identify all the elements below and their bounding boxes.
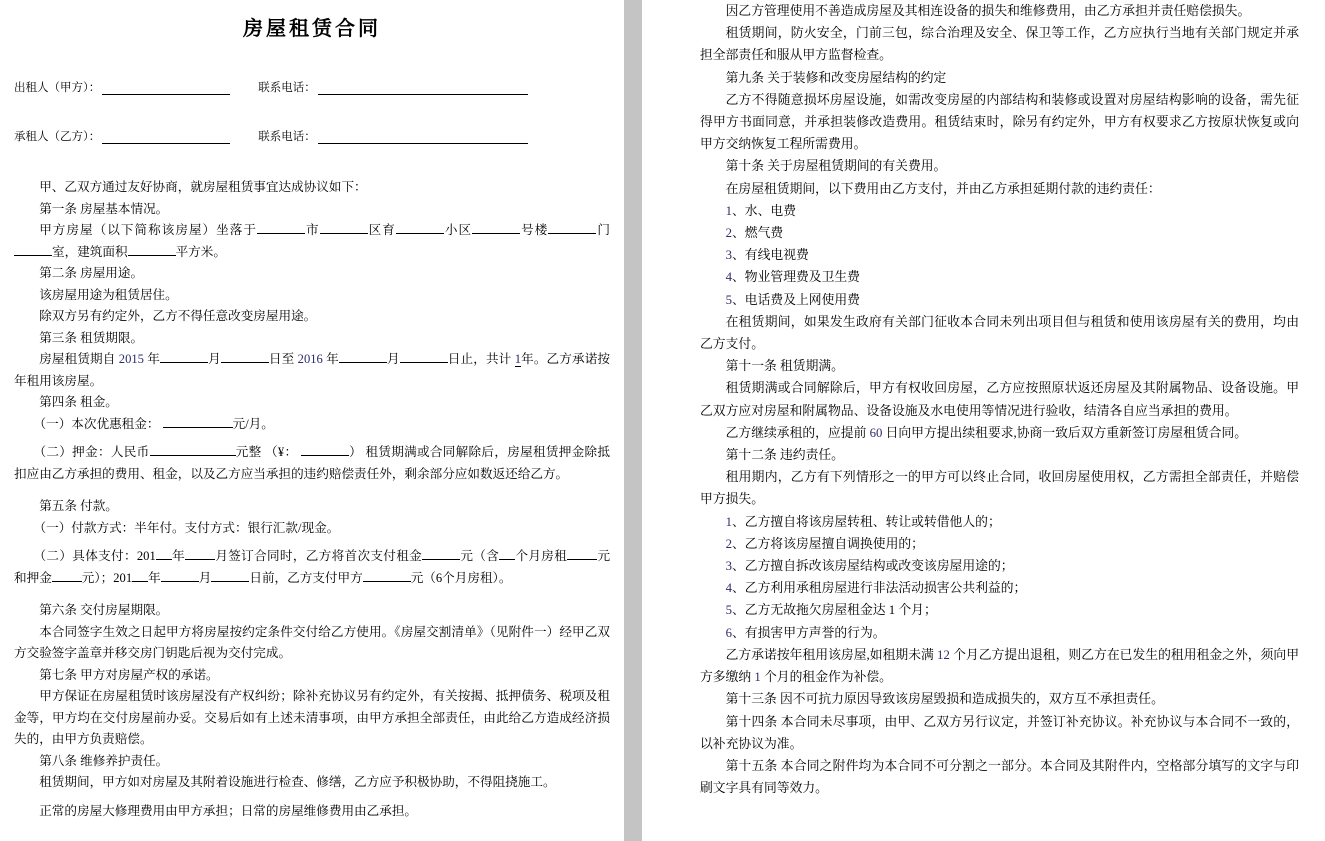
article-11-title: 第十一条 租赁期满。 <box>725 359 844 374</box>
list-text: 、有线电视费 <box>732 248 809 263</box>
lessee-phone-field[interactable] <box>318 132 528 144</box>
article-14: 第十四条 本合同未尽事项，由甲、乙双方另行议定，并签订补充协议。补充协议与本合同不一致的，以补充协议为准。 <box>700 714 1299 751</box>
article-3-title: 第三条 租赁期限。 <box>39 330 144 345</box>
a12-seg-b: 个月乙方提出退租，则乙方在已发生的租用租金之外，须向甲方多缴纳 <box>700 647 1300 685</box>
deposit-amount-field[interactable] <box>301 443 349 456</box>
list-item <box>700 555 1299 577</box>
a5i2-seg-a: （二）具体支付：201 <box>33 549 156 563</box>
first-rent-field[interactable] <box>422 547 460 560</box>
end-month-field[interactable] <box>339 350 387 363</box>
a5i2-seg-j: 日前，乙方支付甲方 <box>249 570 363 585</box>
spacer <box>14 485 610 496</box>
a3-seg-c: 月 <box>207 352 221 366</box>
a5i2-seg-k: 元（6个月房租）。 <box>410 570 512 585</box>
list-text: 、乙方利用承租房屋进行非法活动损害公共利益的； <box>732 581 1027 596</box>
a4i1-seg-a: （一）本次优惠租金： <box>33 416 160 431</box>
a4i2-seg-b: 元整 （¥： <box>235 445 298 459</box>
a5i2-seg-i: 月 <box>198 570 212 585</box>
start-year: 2015 <box>118 352 144 366</box>
list-text: 、乙方将该房屋擅自调换使用的； <box>732 536 924 551</box>
lessee-row <box>14 128 610 144</box>
a1-seg-b: 市 <box>305 223 320 237</box>
a5i2-seg-g: 元）；201 <box>81 570 133 585</box>
article-7-body: 甲方保证在房屋租赁时该房屋没有产权纠纷；除补充协议另有约定外，有关按揭、抵押债务、税项及租金等，甲方均在交付房屋前办妥。交易后如有上述未清事项，由甲方承担全部责任，由此给乙方造成经济损失的，由甲方负责赔偿。 <box>14 689 610 746</box>
lessor-row <box>14 79 610 95</box>
list-number: 1 <box>725 203 732 218</box>
list-item <box>700 511 1299 533</box>
sign-year-field[interactable] <box>156 547 172 560</box>
pay-day-field[interactable] <box>211 569 249 582</box>
a11-seg-a: 乙方继续承租的，应提前 <box>725 425 867 440</box>
list-item <box>700 599 1299 621</box>
article-4-item-1 <box>14 414 610 436</box>
list-number: 5 <box>725 603 732 618</box>
start-month-field[interactable] <box>160 350 208 363</box>
lessor-phone-field[interactable] <box>318 83 528 95</box>
city-field[interactable] <box>257 221 305 234</box>
discount-rent-field[interactable] <box>163 415 233 428</box>
pay-year-field[interactable] <box>132 569 148 582</box>
article-8-p1: 租赁期间，甲方如对房屋及其附着设施进行检查、修缮，乙方应予积极协助，不得阻挠施工。 <box>39 775 556 789</box>
list-item <box>700 222 1299 244</box>
article-6-title: 第六条 交付房屋期限。 <box>39 603 169 617</box>
a5i2-seg-h: 年 <box>148 570 161 585</box>
list-item <box>700 266 1299 288</box>
lessee-label: 承租人（乙方）： <box>14 131 101 143</box>
spacer <box>14 589 610 600</box>
list-text: 、乙方无故拖欠房屋租金达 1 个月； <box>732 603 937 618</box>
list-number: 1 <box>725 514 732 529</box>
list-item <box>700 200 1299 222</box>
article-12-title: 第十二条 违约责任。 <box>725 448 844 463</box>
a3-seg-g: 日止，共计 <box>447 352 512 366</box>
renewal-notice-days: 60 <box>869 425 883 440</box>
article-2-title: 第二条 房屋用途。 <box>39 266 144 280</box>
a11-seg-b: 日向甲方提出续租要求,协商一致后双方重新签订房屋租赁合同。 <box>885 425 1248 440</box>
a12-seg-c: 个月的租金作为补偿。 <box>764 670 892 685</box>
page-right <box>642 0 1325 841</box>
article-9-body: 乙方不得随意损坏房屋设施，如需改变房屋的内部结构和装修或设置对房屋结构影响的设备，需先征得甲方书面同意，并承担装修改造费用。租赁结束时，除另有约定外，甲方有权要求乙方按原状恢复或向甲方交纳恢复工程所需费用。 <box>700 92 1299 152</box>
deposit-words-field[interactable] <box>150 443 236 456</box>
a1-seg-g: 室，建筑面积 <box>52 244 128 259</box>
article-8-p2: 正常的房屋大修理费用由甲方承担；日常的房屋维修费用由乙承担。 <box>39 803 417 818</box>
article-4-item-2 <box>14 442 610 485</box>
article-13: 第十三条 因不可抗力原因导致该房屋毁损和造成损失的，双方互不承担责任。 <box>725 692 1164 707</box>
list-number: 6 <box>725 625 732 640</box>
pay-amount-field[interactable] <box>363 569 411 582</box>
a4i2-seg-c: ） 租赁期满或合同解除后，房屋租赁押金除抵扣应由乙方承担的费用、租金，以及乙方应当承担的违约赔偿责任外，剩余部分应如数返还给乙方。 <box>14 445 610 481</box>
list-text: 、物业管理费及卫生费 <box>732 270 860 285</box>
party-header-block <box>14 79 610 144</box>
a3-seg-e: 年 <box>326 352 339 366</box>
list-number: 2 <box>725 536 732 551</box>
list-item <box>700 244 1299 266</box>
page-left <box>0 0 624 841</box>
article-15: 第十五条 本合同之附件均为本合同不可分割之一部分。本合同及其附件内，空格部分填写的文字与印刷文字具有同等效力。 <box>700 758 1299 796</box>
a1-seg-h: 平方米。 <box>175 244 226 259</box>
a4i1-seg-b: 元/月。 <box>232 416 274 431</box>
spacer <box>14 794 610 801</box>
a1-seg-c: 区育 <box>367 223 396 237</box>
unit-field[interactable] <box>548 221 596 234</box>
lessor-name-field[interactable] <box>102 83 230 95</box>
a1-seg-e: 号楼 <box>520 223 549 237</box>
a5i2-seg-f: 元和押金 <box>14 549 611 585</box>
list-item <box>700 577 1299 599</box>
right-page-body <box>700 0 1299 799</box>
continued-paragraph-1: 因乙方管理使用不善造成房屋及其相连设备的损失和维修费用，由乙方承担并责任赔偿损失。 <box>725 4 1251 18</box>
district-field[interactable] <box>320 221 368 234</box>
a12-seg-a: 乙方承诺按年租用该房屋,如租期未满 <box>725 647 934 662</box>
spacer <box>14 435 610 442</box>
article-8-title: 第八条 维修养护责任。 <box>39 753 169 768</box>
a5i2-seg-e: 个月房租 <box>515 549 568 563</box>
article-10-title: 第十条 关于房屋租赁期间的有关费用。 <box>725 159 947 174</box>
article-10-tail: 在租赁期间，如果发生政府有关部门征收本合同未列出项目但与租赁和使用该房屋有关的费用，均由乙方支付。 <box>700 314 1299 352</box>
article-2-p2: 除双方另有约定外，乙方不得任意改变房屋用途。 <box>39 309 317 323</box>
article-5-item-1: （一）付款方式：半年付。支付方式：银行汇款/现金。 <box>33 520 340 535</box>
room-field[interactable] <box>14 243 52 256</box>
list-number: 5 <box>725 292 732 307</box>
lessee-phone-label: 联系电话： <box>258 131 316 143</box>
list-number: 3 <box>725 248 732 263</box>
end-year: 2016 <box>297 352 323 366</box>
list-text: 、水、电费 <box>732 203 796 218</box>
start-day-field[interactable] <box>221 350 269 363</box>
a5i2-seg-b: 年 <box>171 549 186 563</box>
penalty-months: 1 <box>754 670 761 685</box>
list-item <box>700 289 1299 311</box>
article-5-item-2 <box>14 546 610 589</box>
list-text: 、电话费及上网使用费 <box>732 292 860 307</box>
article-3-body <box>14 349 610 392</box>
a3-seg-d: 日至 <box>268 352 295 366</box>
end-day-field[interactable] <box>400 350 448 363</box>
article-1-title: 第一条 房屋基本情况。 <box>39 201 169 216</box>
lessor-phone-label: 联系电话： <box>258 82 316 94</box>
list-number: 4 <box>725 270 732 285</box>
article-9-title: 第九条 关于装修和改变房屋结构的约定 <box>725 70 947 85</box>
page-title: 房屋租赁合同 <box>243 18 381 40</box>
article-10-intro: 在房屋租赁期间，以下费用由乙方支付，并由乙方承担延期付款的违约责任： <box>725 181 1161 196</box>
list-text: 、乙方擅自将该房屋转租、转让或转借他人的； <box>732 514 1001 529</box>
intro-paragraph: 甲、乙双方通过友好协商，就房屋租赁事宜达成协议如下： <box>39 180 367 194</box>
months-count-field[interactable] <box>499 547 515 560</box>
article-7-title: 第七条 甲方对房屋产权的承诺。 <box>39 667 219 682</box>
deposit-field[interactable] <box>52 569 82 582</box>
a1-seg-a: 甲方房屋（以下简称该房屋）坐落于 <box>39 223 258 237</box>
spacer <box>14 539 610 546</box>
a3-seg-a: 房屋租赁期自 <box>39 352 116 366</box>
list-text: 、燃气费 <box>732 226 784 241</box>
pay-month-field[interactable] <box>161 569 199 582</box>
lessee-name-field[interactable] <box>102 132 230 144</box>
list-number: 2 <box>725 226 732 241</box>
a3-seg-h: 年。乙方承诺按年租用该房屋。 <box>14 352 611 388</box>
article-12-intro: 租用期内，乙方有下列情形之一的甲方可以终止合同，收回房屋使用权，乙方需担全部责任，并赔偿甲方损失。 <box>700 470 1299 507</box>
article-11-p1: 租赁期满或合同解除后，甲方有权收回房屋，乙方应按照原状返还房屋及其附属物品、设备设施。甲乙双方应对房屋和附属物品、设备设施及水电使用等情况进行验收，结清各自应当承担的费用。 <box>700 381 1299 418</box>
continued-paragraph-2: 租赁期间，防火安全，门前三包，综合治理及安全、保卫等工作，乙方应执行当地有关部门规定并承担全部责任和服从甲方监督检查。 <box>700 26 1299 63</box>
a5i2-seg-d: 元（含 <box>460 549 500 563</box>
a5i2-seg-c: 月签订合同时，乙方将首次支付租金 <box>215 549 423 563</box>
a1-seg-d: 小区 <box>443 223 473 237</box>
left-page-body <box>14 177 610 822</box>
list-number: 3 <box>725 559 732 574</box>
list-item <box>700 533 1299 555</box>
sign-month-field[interactable] <box>185 547 215 560</box>
page-gutter-divider <box>624 0 642 841</box>
building-field[interactable] <box>472 221 520 234</box>
list-item <box>700 622 1299 644</box>
community-field[interactable] <box>396 221 444 234</box>
area-field[interactable] <box>128 243 176 256</box>
a1-seg-f: 门 <box>596 223 611 237</box>
list-text: 、有损害甲方声誉的行为。 <box>732 625 886 640</box>
lessor-label: 出租人（甲方）： <box>14 82 101 94</box>
article-4-title: 第四条 租金。 <box>39 395 118 409</box>
a4i2-seg-a: （二）押金：人民币 <box>33 445 150 459</box>
article-6-body: 本合同签字生效之日起甲方将房屋按约定条件交付给乙方使用。《房屋交割清单》（见附件一）经甲乙双方交验签字盖章并移交房门钥匙后视为交付完成。 <box>14 624 610 660</box>
article-1-body <box>14 220 610 263</box>
list-number: 4 <box>725 581 732 596</box>
a3-seg-f: 月 <box>386 352 400 366</box>
a3-seg-b: 年 <box>147 352 160 366</box>
min-term-months: 12 <box>937 647 950 662</box>
article-2-p1: 该房屋用途为租赁居住。 <box>39 287 178 302</box>
list-text: 、乙方擅自拆改该房屋结构或改变该房屋用途的； <box>732 559 1014 574</box>
article-11-p2 <box>700 422 1299 444</box>
article-12-tail <box>700 644 1299 688</box>
rent-amount-field[interactable] <box>567 547 597 560</box>
term-count: 1 <box>514 352 521 366</box>
article-5-title: 第五条 付款。 <box>39 499 118 513</box>
